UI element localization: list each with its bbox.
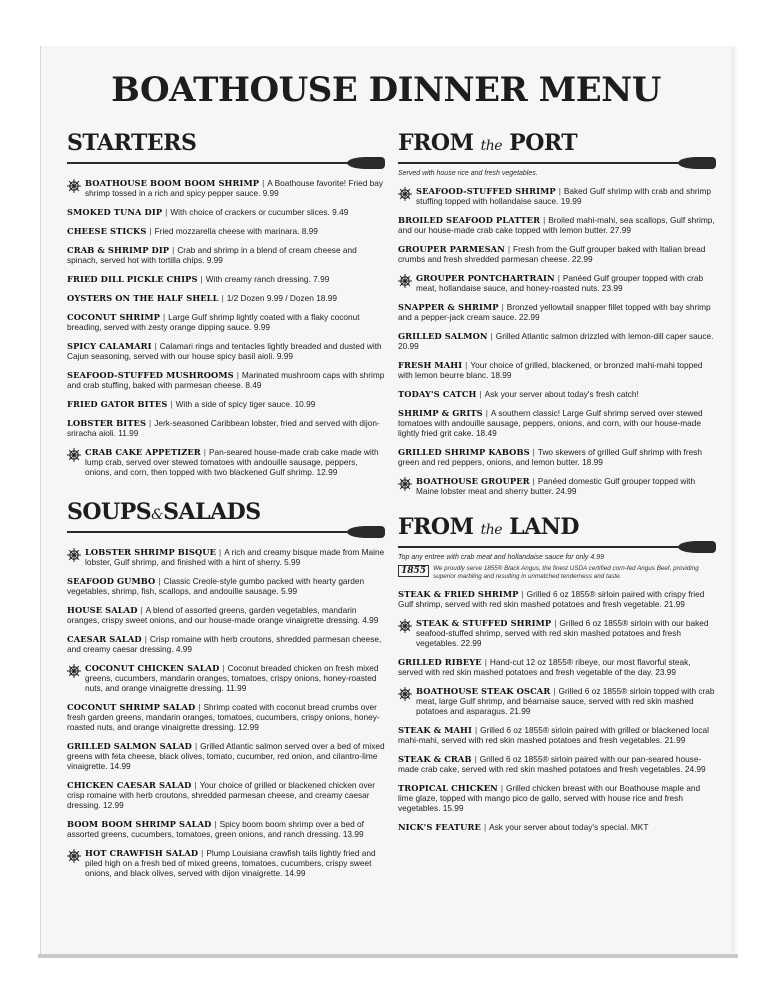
menu-item-description: Panéed Gulf grouper topped with crab meat, hollandaise sauce, and honey-roasted nuts. — [416, 273, 704, 293]
menu-item-name: BOATHOUSE GROUPER — [416, 476, 530, 486]
menu-item-name: GRILLED SALMON SALAD — [67, 741, 192, 751]
separator: | — [484, 657, 487, 667]
separator: | — [140, 605, 143, 615]
menu-item-name: BOOM BOOM SHRIMP SALAD — [67, 819, 212, 829]
menu-item-price: 22.99 — [518, 312, 540, 322]
menu-item-price: 12.99 — [316, 467, 338, 477]
menu-item-price: 19.99 — [560, 196, 582, 206]
menu-item — [67, 848, 385, 878]
separator: | — [479, 389, 482, 399]
separator: | — [172, 245, 175, 255]
soups-salads-section — [67, 499, 385, 878]
menu-item — [398, 618, 716, 648]
menu-item-description: Fried mozzarella cheese with marinara. — [154, 226, 300, 236]
menu-item — [67, 370, 385, 390]
menu-item-description: Grilled chicken breast with our Boathouse maple and lime glaze, topped with mango pico de gallo, served with house rice and fresh vegetables. — [398, 783, 701, 813]
menu-item-description: Bronzed yellowtail snapper fillet topped with bay shrimp and a pepper-jack cream sauce. — [398, 302, 711, 322]
separator: | — [490, 331, 493, 341]
ship-wheel-icon — [67, 179, 81, 193]
separator: | — [543, 215, 546, 225]
menu-item-name: NICK'S FEATURE — [398, 822, 481, 832]
menu-item-price: 15.99 — [442, 803, 464, 813]
menu-item-name: SPICY CALAMARI — [67, 341, 152, 351]
separator: | — [201, 848, 204, 858]
starters-list — [67, 178, 385, 477]
menu-item-price: 18.49 — [475, 428, 497, 438]
menu-item-description: With creamy ranch dressing. — [205, 274, 311, 284]
ship-wheel-icon — [398, 687, 412, 701]
menu-item-price: 12.99 — [102, 800, 124, 810]
menu-item-name: TODAY'S CATCH — [398, 389, 477, 399]
menu-item-name: COCONUT CHICKEN SALAD — [85, 663, 220, 673]
menu-item-name: SEAFOOD GUMBO — [67, 576, 156, 586]
menu-item-name: HOUSE SALAD — [67, 605, 138, 615]
menu-item-price: 18.99 — [490, 370, 512, 380]
menu-item-description: Baked Gulf shrimp with crab and shrimp stuffing topped with hollandaise sauce. — [416, 186, 711, 206]
separator: | — [553, 686, 556, 696]
menu-item-description: A southern classic! Large Gulf shrimp served over stewed tomatoes with andouille sausage, peppers, onions, and corn, with our house-made lightly fried grit cake. — [398, 408, 703, 438]
menu-item-name: GRILLED SHRIMP KABOBS — [398, 447, 530, 457]
separator: | — [214, 819, 217, 829]
menu-item-name: FRIED GATOR BITES — [67, 399, 168, 409]
menu-item-name: GRILLED SALMON — [398, 331, 488, 341]
menu-item-description: Panéed domestic Gulf grouper topped with Maine lobster meat and sherry butter. — [416, 476, 696, 496]
menu-item-description: Grilled Atlantic salmon served over a bed of mixed greens with feta cheese, black olives, tomato, cucumber, red onion, and cilantro-lime vinaigrette. — [67, 741, 385, 771]
menu-item-name: SNAPPER & SHRIMP — [398, 302, 499, 312]
menu-item-price: 9.99 — [206, 255, 223, 265]
menu-item-price: 10.99 — [294, 399, 316, 409]
menu-item-price: 21.99 — [509, 706, 531, 716]
separator: | — [149, 418, 152, 428]
oar-divider-icon — [67, 157, 385, 169]
menu-item-description: Grilled 6 oz 1855® sirloin paired with grilled or blackened local mahi-mahi, served with red skin mashed potatoes and fresh vegetables. — [398, 725, 709, 745]
menu-item — [398, 783, 716, 813]
menu-item-price: 7.99 — [313, 274, 330, 284]
separator: | — [532, 476, 535, 486]
menu-item-price: 14.99 — [284, 868, 306, 878]
menu-item-price: MKT — [630, 822, 649, 832]
separator: | — [144, 634, 147, 644]
menu-item-description: Fresh from the Gulf grouper baked with Italian bread crumbs and fresh shredded parmesan cheese. — [398, 244, 706, 264]
menu-item-name: TROPICAL CHICKEN — [398, 783, 498, 793]
land-list — [398, 589, 716, 832]
menu-item-name: STEAK & STUFFED SHRIMP — [416, 618, 552, 628]
menu-item-price: 12.99 — [238, 722, 259, 732]
port-list — [398, 186, 716, 496]
menu-item — [398, 686, 716, 716]
menu-item-name: HOT CRAWFISH SALAD — [85, 848, 199, 858]
menu-item-description: Hand-cut 12 oz 1855® ribeye, our most flavorful steak, served with red skin mashed potatoes and fresh vegetable of the day. — [398, 657, 691, 677]
separator: | — [554, 618, 557, 628]
menu-item-price: 22.99 — [460, 638, 482, 648]
menu-item-description: A Boathouse favorite! Fried bay shrimp tossed in a rich and spicy pepper sauce. — [85, 178, 383, 198]
menu-item-description: Ask your server about today's fresh catch! — [484, 389, 639, 399]
menu-item — [67, 819, 385, 839]
separator: | — [200, 274, 203, 284]
ship-wheel-icon — [398, 619, 412, 633]
menu-item-name: SEAFOOD-STUFFED MUSHROOMS — [67, 370, 234, 380]
ship-wheel-icon — [67, 448, 81, 462]
menu-item — [67, 741, 385, 771]
menu-item-description: A rich and creamy bisque made from Maine lobster, Gulf shrimp, and finished with a hint of sherry. — [85, 547, 385, 567]
separator: | — [501, 302, 504, 312]
menu-item-name: STEAK & FRIED SHRIMP — [398, 589, 519, 599]
menu-item-description: With choice of crackers or cucumber slices. — [170, 207, 330, 217]
menu-item-description: 1/2 Dozen 9.99 / Dozen 18.99 — [226, 293, 337, 303]
menu-item-description: Classic Creole-style gumbo packed with hearty garden vegetables, shrimp, fish, scallops, and andouille sausage. — [67, 576, 365, 596]
menu-item — [67, 634, 385, 654]
separator: | — [162, 312, 166, 322]
separator: | — [194, 780, 197, 790]
angus-certified-text: We proudly serve 1855® Black Angus, the finest USDA certified corn-fed Angus Beef, providing superior marbling and resulting in unmatched tenderness and taste. — [433, 565, 699, 580]
menu-item-price: 21.99 — [664, 735, 686, 745]
menu-item-price: 22.99 — [571, 254, 593, 264]
menu-item-price: 14.99 — [109, 761, 131, 771]
menu-item-name: BOATHOUSE STEAK OSCAR — [416, 686, 551, 696]
separator: | — [521, 589, 524, 599]
separator: | — [557, 273, 560, 283]
separator: | — [532, 447, 535, 457]
menu-item — [67, 341, 385, 361]
oar-divider-icon — [67, 526, 385, 538]
menu-item-name: FRIED DILL PICKLE CHIPS — [67, 274, 198, 284]
oar-divider-icon — [398, 157, 716, 169]
menu-item — [67, 399, 385, 409]
menu-item-description: Your choice of grilled or blackened chicken over crisp romaine with herb croutons, shredded parmesan cheese, and creamy caesar dressing. — [67, 780, 375, 810]
menu-item — [398, 447, 716, 467]
menu-item-name: CRAB CAKE APPETIZER — [85, 447, 201, 457]
oar-divider-icon — [398, 541, 716, 553]
from-the-land-heading: FROM the LAND — [398, 514, 579, 540]
menu-item-description: Calamari rings and tentacles lightly breaded and dusted with Cajun seasoning, served with our house spicy basil aioli. — [67, 341, 382, 361]
menu-item — [67, 576, 385, 596]
menu-item-name: CHICKEN CAESAR SALAD — [67, 780, 192, 790]
separator: | — [507, 244, 511, 254]
menu-item — [398, 657, 716, 677]
menu-item — [398, 244, 716, 264]
separator: | — [236, 370, 239, 380]
menu-item-price: 13.99 — [342, 829, 364, 839]
ship-wheel-icon — [398, 187, 412, 201]
separator: | — [203, 447, 206, 457]
menu-item — [67, 226, 385, 236]
separator: | — [465, 360, 468, 370]
menu-item-name: GRILLED RIBEYE — [398, 657, 482, 667]
soups-salads-list — [67, 547, 385, 878]
menu-item-name: STEAK & CRAB — [398, 754, 472, 764]
menu-item — [398, 215, 716, 235]
starters-heading: STARTERS — [67, 130, 197, 156]
menu-item-description: Spicy boom boom shrimp over a bed of assorted greens, cucumbers, tomatoes, green onions, and ranch dressing. — [67, 819, 364, 839]
menu-item-price: 9.99 — [276, 351, 294, 361]
menu-item-description: Broiled mahi-mahi, sea scallops, Gulf shrimp, and our house-made crab cake topped with lemon butter. — [398, 215, 715, 235]
ship-wheel-icon — [67, 548, 81, 562]
menu-item-description: Grilled 6 oz 1855® sirloin topped with crab meat, large Gulf shrimp, and béarnaise sauce, served with red skin mashed potatoes and asparagus. — [416, 686, 715, 716]
menu-item-description: Pan-seared house-made crab cake made with lump crab, served over stewed tomatoes with andouille sausage, peppers, onions, and corn, then topped with two blackened Gulf shrimp. — [85, 447, 379, 477]
port-note: Served with house rice and fresh vegetables. — [398, 170, 538, 177]
menu-item-description: Two skewers of grilled Gulf shrimp with fresh green and red peppers, onions, and lemon butter. — [398, 447, 702, 467]
menu-item — [398, 331, 716, 351]
menu-item — [67, 293, 385, 303]
menu-item-name: LOBSTER BITES — [67, 418, 147, 428]
menu-item-description: Grilled 6 oz 1855® sirloin with our baked seafood-stuffed shrimp, served with red skin mashed potatoes and fresh vegetables. — [416, 618, 709, 648]
menu-item — [67, 605, 385, 625]
separator: | — [474, 754, 477, 764]
menu-item — [67, 780, 385, 810]
menu-item — [67, 245, 385, 265]
menu-item-price: 23.99 — [601, 283, 623, 293]
from-the-port-section — [398, 130, 716, 496]
menu-item-name: STEAK & MAHI — [398, 725, 472, 735]
menu-item-price: 5.99 — [281, 586, 298, 596]
ship-wheel-icon — [398, 477, 412, 491]
menu-item-name: CHEESE STICKS — [67, 226, 147, 236]
menu-item-price: 21.99 — [664, 599, 685, 609]
menu-item-description: Grilled 6 oz 1855® sirloin paired with crispy fried Gulf shrimp, served with red skin mashed potatoes and fresh vegetable. — [398, 589, 705, 609]
menu-item — [67, 547, 385, 567]
menu-item-name: CAESAR SALAD — [67, 634, 142, 644]
menu-item-description: Coconut breaded chicken on fresh mixed greens, cucumbers, mandarin oranges, tomatoes, crispy onions, honey-roasted nuts, and orange vinaigrette dressing. — [85, 663, 379, 693]
menu-item-name: COCONUT SHRIMP — [67, 312, 160, 322]
menu-item-description: Plump Louisiana crawfish tails lightly fried and piled high on a fresh bed of mixed greens, tomatoes, cucumbers, crispy sweet onions, and black olives, served with dijon vinaigrette. — [85, 848, 376, 878]
menu-item — [67, 178, 385, 198]
menu-item — [398, 408, 716, 438]
separator: | — [170, 399, 173, 409]
menu-item-name: SEAFOOD-STUFFED SHRIMP — [416, 186, 556, 196]
separator: | — [474, 725, 478, 735]
menu-item-description: Marinated mushroom caps with shrimp and crab stuffing, baked with parmesan cheese. — [67, 370, 385, 390]
menu-item-name: SMOKED TUNA DIP — [67, 207, 163, 217]
menu-item — [398, 186, 716, 206]
separator: | — [221, 293, 224, 303]
menu-item-price: 8.99 — [301, 226, 318, 236]
menu-item-description: Ask your server about today's special. — [489, 822, 629, 832]
menu-item-price: 24.99 — [555, 486, 577, 496]
separator: | — [149, 226, 152, 236]
menu-item — [398, 389, 716, 399]
menu-item-name: SHRIMP & GRITS — [398, 408, 483, 418]
separator: | — [485, 408, 488, 418]
separator: | — [158, 576, 161, 586]
menu-item-name: GROUPER PARMESAN — [398, 244, 505, 254]
menu-item-price: 27.99 — [610, 225, 631, 235]
menu-item-price: 9.49 — [332, 207, 349, 217]
page-edge — [732, 46, 738, 958]
ship-wheel-icon — [67, 664, 81, 678]
menu-item-price: 9.99 — [262, 188, 279, 198]
menu-item-description: Crisp romaine with herb croutons, shredded parmesan cheese, and creamy caesar dressing. — [67, 634, 382, 654]
menu-item — [67, 274, 385, 284]
menu-item — [67, 418, 385, 438]
menu-item-description: Grilled 6 oz 1855® sirloin paired with our pan-seared house-made crab cake, served with red skin mashed potatoes and fresh vegetables. — [398, 754, 702, 774]
menu-item-name: COCONUT SHRIMP SALAD — [67, 702, 196, 712]
separator: | — [198, 702, 201, 712]
menu-item — [398, 822, 716, 832]
menu-item-description: A blend of assorted greens, garden vegetables, mandarin oranges, crispy sweet onions, and our house-made orange vinaigrette dressing. — [67, 605, 360, 625]
starters-section — [67, 130, 385, 477]
menu-item-name: LOBSTER SHRIMP BISQUE — [85, 547, 217, 557]
menu-item — [398, 754, 716, 774]
angus-certified-note — [398, 565, 716, 580]
menu-item-price: 23.99 — [655, 667, 676, 677]
menu-item — [67, 702, 385, 732]
separator: | — [483, 822, 487, 832]
menu-item — [67, 312, 385, 332]
menu-item-price: 5.99 — [284, 557, 301, 567]
menu-item-name: BOATHOUSE BOOM BOOM SHRIMP — [85, 178, 260, 188]
ship-wheel-icon — [67, 849, 81, 863]
menu-item-price: 11.99 — [118, 428, 139, 438]
from-the-port-heading: FROM the PORT — [398, 130, 578, 156]
separator: | — [558, 186, 561, 196]
menu-item — [398, 360, 716, 380]
soups-salads-heading: SOUPS&SALADS — [67, 499, 261, 525]
from-the-land-section — [398, 514, 716, 832]
land-note: Top any entree with crab meat and hollandaise sauce for only 4.99 — [398, 554, 604, 561]
separator: | — [194, 741, 198, 751]
separator: | — [154, 341, 157, 351]
menu-item-description: Your choice of grilled, blackened, or bronzed mahi-mahi topped with lemon beurre blanc. — [398, 360, 703, 380]
menu-title: BOATHOUSE DINNER MENU — [111, 70, 661, 110]
menu-item-description: Large Gulf shrimp lightly coated with a flaky coconut breading, served with zesty orange dipping sauce. — [67, 312, 360, 332]
menu-item — [67, 663, 385, 693]
menu-item-price: 4.99 — [362, 615, 379, 625]
separator: | — [500, 783, 503, 793]
ship-wheel-icon — [398, 274, 412, 288]
menu-item-name: BROILED SEAFOOD PLATTER — [398, 215, 541, 225]
separator: | — [219, 547, 222, 557]
menu-item-description: Crab and shrimp in a blend of cream cheese and spinach, served hot with tortilla chips. — [67, 245, 357, 265]
menu-item-price: 8.49 — [245, 380, 262, 390]
menu-item-description: Jerk-seasoned Caribbean lobster, fried and served with dijon-sriracha aioli. — [67, 418, 380, 438]
menu-item — [67, 447, 385, 477]
menu-item-price: 9.99 — [253, 322, 270, 332]
menu-item-description: Grilled Atlantic salmon drizzled with lemon-dill caper sauce. — [495, 331, 714, 341]
menu-item-price: 24.99 — [684, 764, 706, 774]
menu-item — [398, 273, 716, 293]
separator: | — [222, 663, 225, 673]
separator: | — [262, 178, 265, 188]
menu-item-price: 11.99 — [226, 683, 247, 693]
menu-item — [398, 302, 716, 322]
menu-item-name: FRESH MAHI — [398, 360, 463, 370]
right-column — [398, 130, 716, 832]
menu-item — [398, 476, 716, 496]
menu-item-name: GROUPER PONTCHARTRAIN — [416, 273, 555, 283]
menu-item-name: OYSTERS ON THE HALF SHELL — [67, 293, 219, 303]
menu-item-name: CRAB & SHRIMP DIP — [67, 245, 170, 255]
menu-item — [67, 207, 385, 217]
menu-item — [398, 725, 716, 745]
menu-item-description: With a side of spicy tiger sauce. — [175, 399, 293, 409]
page-bottom-edge — [38, 954, 738, 958]
menu-item-description: Shrimp coated with coconut bread crumbs over fresh garden greens, mandarin oranges, tomatoes, cucumbers, crispy onions, honey-roasted nuts, and orange vinaigrette dressing. — [67, 702, 380, 732]
1855-logo: 1855 — [398, 565, 429, 577]
menu-item — [398, 589, 716, 609]
left-column — [67, 130, 385, 878]
menu-item-price: 20.99 — [398, 341, 419, 351]
separator: | — [165, 207, 168, 217]
menu-item-price: 18.99 — [582, 457, 603, 467]
menu-item-price: 4.99 — [175, 644, 192, 654]
